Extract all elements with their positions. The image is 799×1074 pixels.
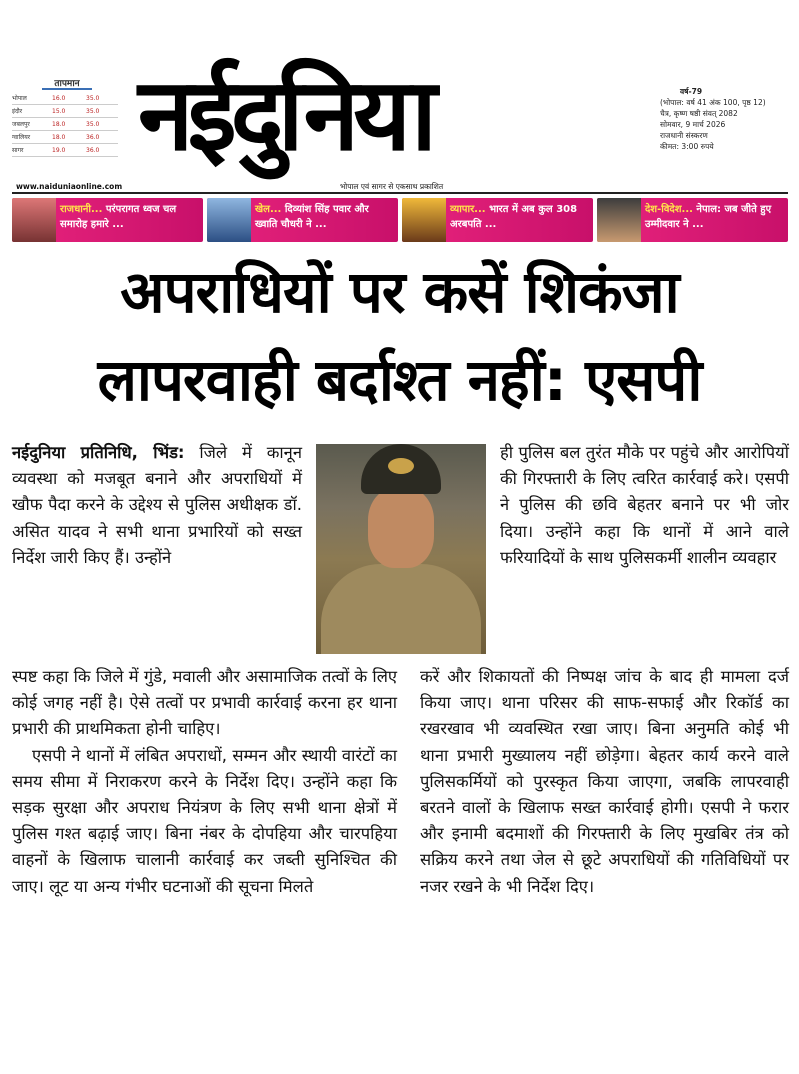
temperature-city: सागर	[12, 147, 24, 154]
temperature-row	[12, 144, 118, 157]
edition-sanskaran: राजधानी संस्करण	[660, 131, 708, 140]
teaser-image	[207, 198, 251, 242]
temperature-max: 35.0	[86, 120, 100, 128]
site-url[interactable]: www.naiduniaonline.com	[16, 182, 123, 191]
photo-badge-icon	[388, 458, 414, 474]
teaser-text	[255, 202, 394, 232]
teaser-label: व्यापार...	[450, 204, 486, 215]
teaser-rajdhani[interactable]	[12, 198, 203, 242]
temperature-city: भोपाल	[12, 95, 27, 102]
temperature-min: 18.0	[52, 133, 66, 141]
teaser-summary: नेपाल: जब जीते हुए उम्मीदवार ने ...	[645, 204, 772, 230]
temperature-min: 18.0	[52, 120, 66, 128]
article-column-2-bottom	[420, 664, 789, 900]
teaser-summary: दिव्यांश सिंह पवार और ख्वाति चौधरी ने ...	[255, 204, 369, 230]
article-byline: नईदुनिया प्रतिनिधि, भिंड:	[12, 443, 185, 462]
teaser-text	[450, 202, 589, 232]
edition-info	[660, 86, 790, 152]
article-text: ही पुलिस बल तुरंत मौके पर पहुंचे और आरोपियों की गिरफ्तारी के लिए त्वरित कार्रवाई करे। एसपी ने पुलिस की छवि बेहतर बनाने पर भी जोर दिया। उन्होंने कहा कि थानों में आने वाले फरियादियों के साथ पुलिसकर्मी शालीन व्यवहार	[500, 443, 789, 567]
teaser-text	[60, 202, 199, 232]
teaser-vyapar[interactable]	[402, 198, 593, 242]
temperature-city: इंदौर	[12, 108, 23, 115]
article-text: करें और शिकायतों की निष्पक्ष जांच के बाद ही मामला दर्ज किया जाए। थाना परिसर की साफ-सफाई और रिकॉर्ड का रखरखाव भी व्यवस्थित रखा जाए। बिना अनुमति कोई भी थाना प्रभारी मुख्यालय नहीं छोड़ेगा। बेहतर कार्य करने वाले पुलिसकर्मियों को पुरस्कृत किया जाएगा, जबकि लापरवाही बरतने वालों के खिलाफ सख्त कार्रवाई होगी। एसपी ने फरार और इनामी बदमाशों की गिरफ्तारी के लिए मुखबिर तंत्र को सक्रिय करने तथा जेल से छूटे अपराधियों की गतिविधियों पर नजर रखने के भी निर्देश दिए।	[420, 667, 789, 896]
temperature-max: 36.0	[86, 146, 100, 154]
publish-note: भोपाल एवं सागर से एकसाथ प्रकाशित	[340, 182, 444, 191]
sp-photo	[316, 444, 486, 654]
teaser-image	[402, 198, 446, 242]
teaser-summary: भारत में अब कुल 308 अरबपति ...	[450, 204, 578, 230]
temperature-min: 19.0	[52, 146, 66, 154]
temperature-max: 36.0	[86, 133, 100, 141]
edition-year: वर्ष-79	[680, 87, 703, 96]
temperature-min: 16.0	[52, 94, 66, 102]
article-column-1-top	[12, 440, 302, 571]
article-text: जिले में कानून व्यवस्था को मजबूत बनाने और अपराधियों में खौफ पैदा करने के उद्देश्य से पुलिस अधीक्षक डॉ. असित यादव ने सभी थाना प्रभारियों को सख्त निर्देश जारी किए हैं। उन्होंने	[12, 443, 302, 567]
headline-line-1: अपराधियों पर कसें शिकंजा	[120, 258, 679, 326]
newspaper-logo: नईदुनिया	[138, 56, 431, 173]
temperature-max: 35.0	[86, 107, 100, 115]
teaser-image	[597, 198, 641, 242]
photo-face	[368, 488, 434, 568]
temperature-row	[12, 131, 118, 144]
temperature-max: 35.0	[86, 94, 100, 102]
temperature-title: तापमान	[42, 76, 92, 90]
teaser-text	[645, 202, 784, 232]
temperature-row	[12, 105, 118, 118]
temperature-row	[12, 118, 118, 131]
temperature-box	[12, 76, 118, 180]
teaser-desh-videsh[interactable]	[597, 198, 788, 242]
masthead	[0, 0, 799, 190]
edition-issue: (भोपाल: वर्ष 41 अंक 100, पृष्ठ 12)	[660, 98, 766, 107]
teaser-khel[interactable]	[207, 198, 398, 242]
teaser-label: देश-विदेश...	[645, 204, 693, 215]
article-column-1-bottom	[12, 664, 397, 900]
teaser-label: राजधानी...	[60, 204, 103, 215]
temperature-city: जबलपुर	[12, 121, 30, 128]
teaser-summary: परंपरागत ध्वज चल समारोह हमारे ...	[60, 204, 177, 230]
site-bar	[12, 180, 788, 194]
temperature-min: 15.0	[52, 107, 66, 115]
teaser-label: खेल...	[255, 204, 282, 215]
headline-line-2: लापरवाही बर्दाश्त नहीं: एसपी	[97, 346, 702, 414]
article-text: एसपी ने थानों में लंबित अपराधों, सम्मन और स्थायी वारंटों का समय सीमा में निराकरण करने के निर्देश दिए। उन्होंने कहा कि सड़क सुरक्षा और अपराध नियंत्रण के लिए सभी थाना क्षेत्रों में पुलिस गश्त बढ़ाई जाए। बिना नंबर के दोपहिया और चारपहिया वाहनों के खिलाफ चालानी कार्रवाई कर जब्ती सुनिश्चित की जाए। लूट या अन्य गंभीर घटनाओं की सूचना मिलते	[12, 745, 397, 896]
teaser-image	[12, 198, 56, 242]
temperature-city: ग्वालियर	[12, 134, 31, 141]
photo-uniform	[321, 564, 481, 654]
edition-price: कीमत: 3:00 रुपये	[660, 142, 714, 151]
edition-date: सोमवार, 9 मार्च 2026	[660, 120, 726, 129]
temperature-row	[12, 92, 118, 105]
article-column-2-top	[500, 440, 789, 571]
teaser-strip	[12, 198, 788, 242]
edition-samvat: चैत्र, कृष्ण षष्ठी संवत् 2082	[660, 109, 738, 118]
article-text: स्पष्ट कहा कि जिले में गुंडे, मवाली और असामाजिक तत्वों के लिए कोई जगह नहीं है। ऐसे तत्वों पर प्रभावी कार्रवाई करना हर थाना प्रभारी की प्राथमिकता होनी चाहिए।	[12, 667, 397, 739]
